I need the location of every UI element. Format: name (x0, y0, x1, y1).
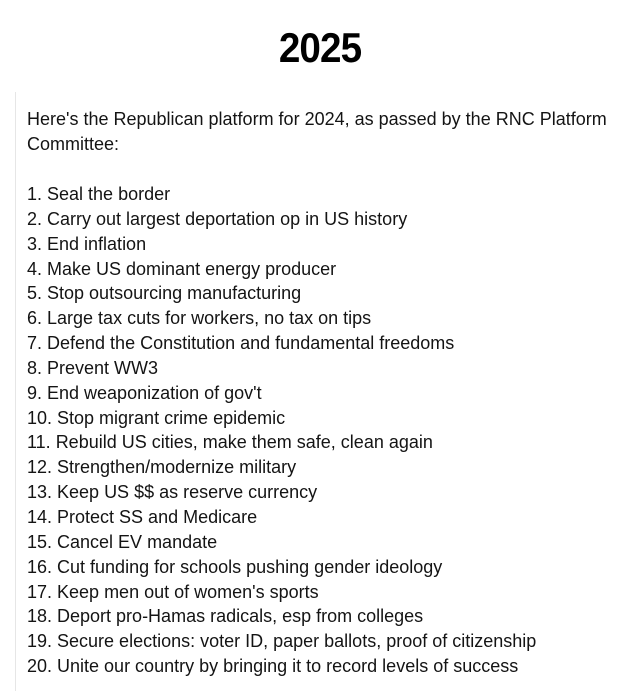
list-item: 11. Rebuild US cities, make them safe, clean again (27, 432, 433, 453)
meme-title: 2025 (278, 24, 362, 71)
list-item: 19. Secure elections: voter ID, paper ballots, proof of citizenship (27, 631, 537, 652)
list-item: 12. Strengthen/modernize military (27, 457, 297, 478)
list-item: 18. Deport pro-Hamas radicals, esp from colleges (27, 606, 424, 627)
list-item: 10. Stop migrant crime epidemic (27, 407, 286, 428)
list-item: 2. Carry out largest deportation op in US history (27, 208, 408, 229)
list-item: 3. End inflation (27, 233, 147, 254)
platform-list (27, 182, 536, 679)
quoted-post (15, 92, 640, 691)
list-item: 17. Keep men out of women's sports (27, 581, 319, 602)
list-item: 14. Protect SS and Medicare (27, 506, 258, 527)
list-item: 5. Stop outsourcing manufacturing (27, 283, 302, 304)
list-item: 15. Cancel EV mandate (27, 531, 218, 552)
list-item: 20. Unite our country by bringing it to record levels of success (27, 656, 519, 677)
list-item: 4. Make US dominant energy producer (27, 258, 337, 279)
list-item: 8. Prevent WW3 (27, 357, 159, 378)
post-intro: Here's the Republican platform for 2024, as passed by the RNC Platform Committee: (27, 109, 607, 154)
list-item: 1. Seal the border (27, 184, 171, 204)
list-item: 6. Large tax cuts for workers, no tax on tips (27, 308, 372, 329)
list-item: 9. End weaponization of gov't (27, 382, 262, 403)
list-item: 7. Defend the Constitution and fundamental freedoms (27, 333, 455, 354)
list-item: 13. Keep US $$ as reserve currency (27, 482, 318, 503)
list-item: 16. Cut funding for schools pushing gender ideology (27, 556, 443, 577)
